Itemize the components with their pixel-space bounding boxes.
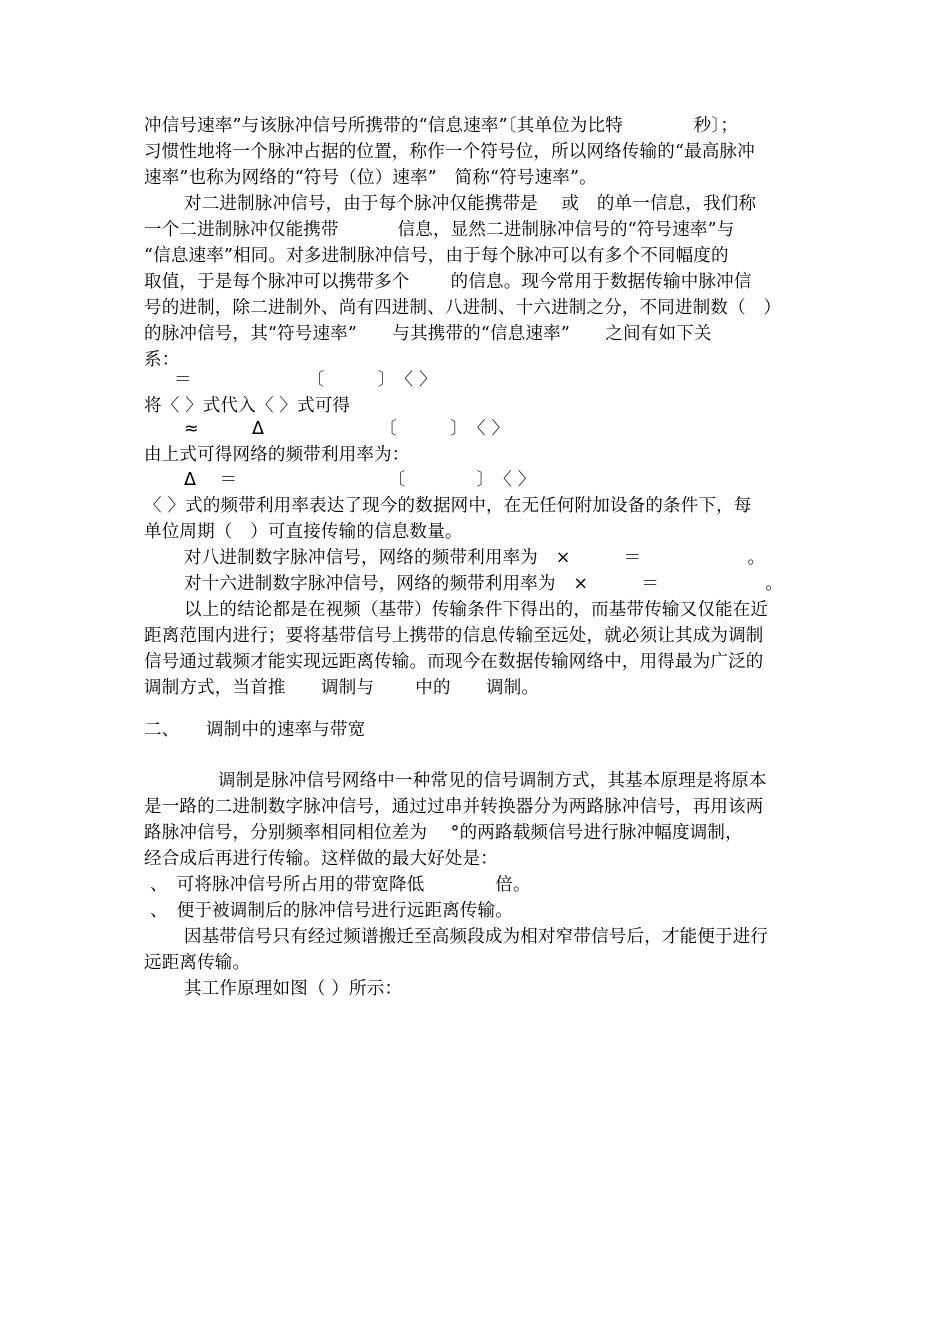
text-line: 经合成后再进行传输。这样做的最大好处是： — [144, 849, 498, 869]
text-line: 习惯性地将一个脉冲占据的位置，称作一个符号位，所以网络传输的“最高脉冲 — [144, 142, 755, 162]
text-line: 冲信号速率”与该脉冲信号所携带的“信息速率”〔其单位为比特 秒〕； — [144, 116, 739, 136]
text-line: 取值，于是每个脉冲可以携带多个 的信息。现今常用于数据传输中脉冲信 — [144, 272, 752, 292]
text-line: 以上的结论都是在视频（基带）传输条件下得出的，而基带传输又仅能在近 — [184, 600, 769, 620]
text-line: 一个二进制脉冲仅能携带 信息，显然二进制脉冲信号的“符号速率”与 — [144, 220, 735, 240]
formula-line: ＝ 〔 〕 〈 〉 — [174, 370, 437, 390]
text-line: 距离范围内进行；要将基带信号上携带的信息传输至远处，就必须让其成为调制 — [144, 626, 764, 646]
text-line: 其工作原理如图（ ）所示： — [184, 979, 403, 999]
text-line: 调制方式，当首推 调制与 中的 调制。 — [144, 678, 540, 698]
text-line: 速率”也称为网络的“符号（位）速率” 简称“符号速率”。 — [144, 168, 597, 188]
text-line: 〈 〉式的频带利用率表达了现今的数据网中，在无任何附加设备的条件下，每 — [144, 496, 752, 516]
section-heading: 二、 调制中的速率与带宽 — [144, 720, 366, 740]
text-line: 是一路的二进制数字脉冲信号，通过过串并转换器分为两路脉冲信号，再用该两 — [144, 797, 764, 817]
text-line: 因基带信号只有经过频谱搬迁至高频段成为相对窄带信号后，才能便于进行 — [184, 927, 769, 947]
text-line: 系： — [144, 350, 180, 370]
text-line: 由上式可得网络的频带利用率为： — [144, 445, 410, 465]
text-line: 对十六进制数字脉冲信号，网络的频带利用率为 × ＝ 。 — [184, 574, 783, 594]
text-line: “信息速率”相同。对多进制脉冲信号，由于每个脉冲可以有多个不同幅度的 — [144, 246, 729, 266]
text-line: 号的进制，除二进制外、尚有四进制、八进制、十六进制之分，不同进制数（ ） — [144, 298, 782, 318]
list-item: 、 便于被调制后的脉冲信号进行远距离传输。 — [150, 901, 513, 921]
text-line: 远距离传输。 — [144, 953, 251, 973]
text-line: 将〈 〉式代入〈 〉式可得 — [144, 396, 351, 416]
formula-line: Δ ＝ 〔 〕 〈 〉 — [184, 470, 536, 490]
formula-line: ≈ Δ 〔 〕 〈 〉 — [184, 419, 510, 439]
text-line: 对二进制脉冲信号，由于每个脉冲仅能携带是 或 的单一信息，我们称 — [184, 194, 757, 214]
list-item: 、 可将脉冲信号所占用的带宽降低 倍。 — [150, 875, 531, 895]
text-line: 信号通过载频才能实现远距离传输。而现今在数据传输网络中，用得最为广泛的 — [144, 652, 764, 672]
text-line: 单位周期（ ）可直接传输的信息数量。 — [144, 522, 463, 542]
text-line: 路脉冲信号，分别频率相同相位差为 °的两路载频信号进行脉冲幅度调制， — [144, 823, 743, 843]
text-line: 调制是脉冲信号网络中一种常见的信号调制方式，其基本原理是将原本 — [218, 771, 767, 791]
text-line: 的脉冲信号，其“符号速率” 与其携带的“信息速率” 之间有如下关 — [144, 324, 712, 344]
text-line: 对八进制数字脉冲信号，网络的频带利用率为 × ＝ 。 — [184, 548, 766, 568]
